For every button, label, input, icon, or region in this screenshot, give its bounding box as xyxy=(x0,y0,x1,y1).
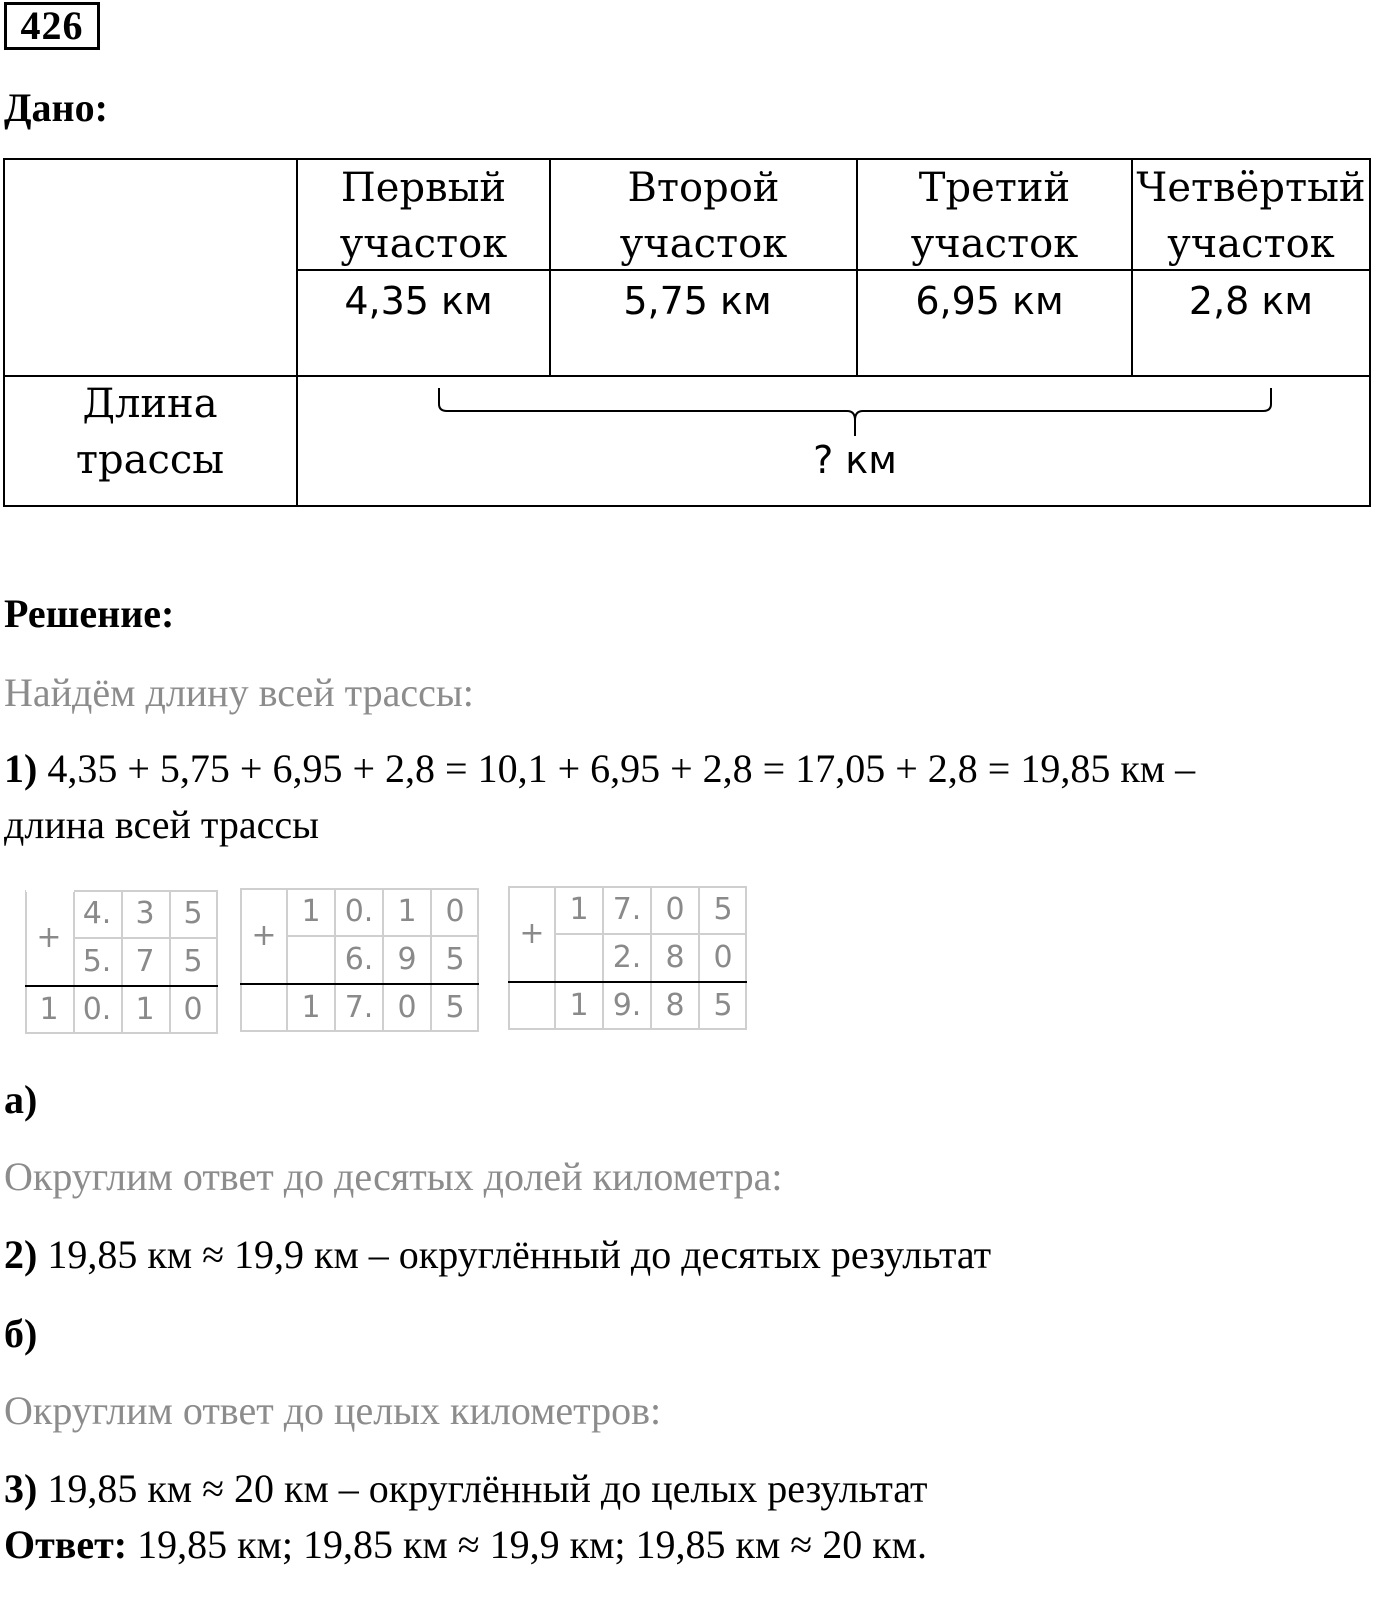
step2-number: 2) xyxy=(4,1232,38,1277)
digit: 1 xyxy=(301,894,321,929)
digit: 1 xyxy=(569,892,589,927)
part-b-label: б) xyxy=(4,1311,38,1356)
digit: 5 xyxy=(713,892,733,927)
step2-line xyxy=(4,1232,991,1278)
step3-expression: 19,85 км ≈ 20 км – округлённый до целых результат xyxy=(37,1466,928,1511)
step3-number: 3) xyxy=(4,1466,38,1511)
answer-text: 19,85 км; 19,85 км ≈ 19,9 км; 19,85 км ≈ 20 км. xyxy=(127,1522,927,1567)
digit: 7. xyxy=(344,990,374,1025)
digit: 7. xyxy=(612,892,642,927)
digit: 7 xyxy=(135,944,155,979)
digit: 3 xyxy=(135,896,155,931)
digit: 0 xyxy=(445,894,465,929)
step1-number: 1) xyxy=(4,746,38,791)
plus-sign: + xyxy=(519,916,545,951)
step1-intro: Найдём длину всей трассы: xyxy=(4,670,474,715)
digit: 9 xyxy=(397,942,417,977)
digit: 0 xyxy=(397,990,417,1025)
digit: 1 xyxy=(135,992,155,1027)
digit: 9. xyxy=(612,988,642,1023)
answer-label: Ответ: xyxy=(4,1522,128,1567)
header-third: Третий участок xyxy=(910,165,1079,267)
digit: 6. xyxy=(344,942,374,977)
step3-line xyxy=(4,1466,928,1512)
part-b-intro: Округлим ответ до целых километров: xyxy=(4,1388,662,1433)
digit: 1 xyxy=(301,990,321,1025)
step1-line xyxy=(4,746,1195,792)
header-fourth: Четвёртый участок xyxy=(1136,165,1366,267)
digit: 5 xyxy=(183,896,203,931)
step1-expression: 4,35 + 5,75 + 6,95 + 2,8 = 10,1 + 6,95 + 2,8 = 17,05 + 2,8 = 19,85 км – xyxy=(37,746,1196,791)
value-second: 5,75 км xyxy=(623,279,772,323)
digit: 0. xyxy=(344,894,374,929)
digit: 5. xyxy=(82,944,112,979)
digit: 5 xyxy=(183,944,203,979)
value-first: 4,35 км xyxy=(344,279,493,323)
total-unknown: ? км xyxy=(813,438,897,482)
digit: 5 xyxy=(445,990,465,1025)
value-third: 6,95 км xyxy=(915,279,1064,323)
digit: 4. xyxy=(82,896,112,931)
digit: 5 xyxy=(713,988,733,1023)
digit: 0 xyxy=(665,892,685,927)
step1-continuation: длина всей трассы xyxy=(4,802,320,847)
answer-line xyxy=(4,1522,927,1568)
given-heading: Дано: xyxy=(4,85,108,130)
digit: 1 xyxy=(39,992,59,1027)
digit: 2. xyxy=(612,940,642,975)
digit: 0 xyxy=(713,940,733,975)
part-a-intro: Округлим ответ до десятых долей километра: xyxy=(4,1154,783,1199)
header-first: Первый участок xyxy=(339,165,508,267)
digit: 8 xyxy=(665,988,685,1023)
step2-expression: 19,85 км ≈ 19,9 км – округлённый до десятых результат xyxy=(37,1232,992,1277)
digit: 0 xyxy=(183,992,203,1027)
value-fourth: 2,8 км xyxy=(1188,279,1314,323)
row-label-track-length: Длина трассы xyxy=(75,381,225,483)
given-table xyxy=(3,158,1371,507)
digit: 1 xyxy=(397,894,417,929)
problem-number: 426 xyxy=(4,2,100,50)
header-second: Второй участок xyxy=(619,165,788,267)
plus-sign: + xyxy=(36,920,62,955)
digit: 1 xyxy=(569,988,589,1023)
brace-shape xyxy=(439,388,1271,436)
part-a-label: а) xyxy=(4,1077,38,1122)
digit: 8 xyxy=(665,940,685,975)
plus-sign: + xyxy=(251,918,277,953)
digit: 0. xyxy=(82,992,112,1027)
digit: 5 xyxy=(445,942,465,977)
solution-heading: Решение: xyxy=(4,591,175,636)
